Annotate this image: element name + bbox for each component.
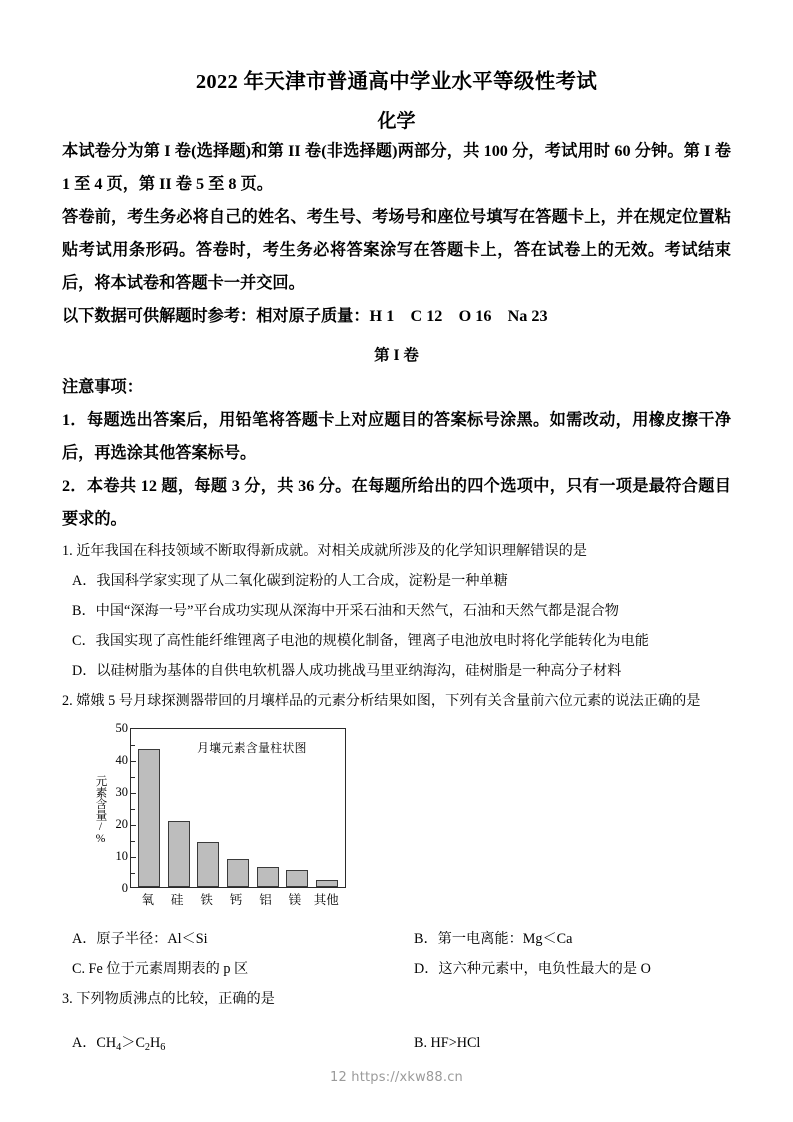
chart-y-tick-20: 20 [115, 817, 128, 832]
section-one-heading: 第 I 卷 [374, 347, 419, 365]
chart-x-label-镁: 镁 [288, 893, 302, 908]
chart-x-label-铁: 铁 [200, 893, 213, 908]
subject-title: 化学 [377, 110, 416, 132]
chart-bars [131, 729, 345, 887]
chart-x-tick-labels [130, 890, 346, 908]
chart-tick-mark [131, 761, 136, 762]
question-1-stem: 1. 近年我国在科技领域不断取得新成就。对相关成就所涉及的化学知识理解错误的是 [62, 543, 587, 560]
note-item-2: 2．本卷共 12 题，每题 3 分，共 36 分。在每题所给出的四个选项中，只有一项是最符合题目要求的。 [62, 477, 731, 529]
reference-data-paragraph: 以下数据可供解题时参考：相对原子质量：H 1 C 12 O 16 Na 23 [62, 307, 548, 326]
chart-x-label-硅: 硅 [170, 893, 184, 908]
question-3-stem: 3. 下列物质沸点的比较，正确的是 [62, 991, 275, 1008]
chart-x-label-铝: 铝 [259, 893, 272, 908]
question-2-options-row-2 [62, 954, 731, 984]
question-2-options-row-1 [62, 924, 731, 954]
chart-minor-tick-mark [131, 809, 135, 810]
question-3-option-b[interactable]: B. HF>HCl [414, 1035, 481, 1052]
question-2-option-c[interactable]: C. Fe 位于元素周期表的 p 区 [72, 961, 249, 978]
lunar-soil-element-bar-chart [90, 722, 390, 920]
question-2-stem: 2. 嫦娥 5 号月球探测器带回的月壤样品的元素分析结果如图，下列有关含量前六位元素的说法正确的是 [62, 693, 701, 710]
chart-bar-钙 [227, 859, 249, 887]
question-2-option-b[interactable]: B．第一电离能：Mg＜Ca [414, 931, 573, 948]
question-1-option-b[interactable]: B．中国“深海一号”平台成功实现从深海中开采石油和天然气，石油和天然气都是混合物 [72, 603, 619, 620]
chart-minor-tick-mark [131, 777, 135, 778]
chart-x-label-氧: 氧 [141, 893, 154, 908]
question-2-option-d[interactable]: D．这六种元素中，电负性最大的是 O [414, 961, 651, 978]
question-3-option-a-formula-mid: ＞C [121, 1035, 145, 1052]
question-1-option-d[interactable]: D．以硅树脂为基体的自供电软机器人成功挑战马里亚纳海沟，硅树脂是一种高分子材料 [72, 663, 622, 680]
chart-tick-mark [131, 825, 136, 826]
chart-x-label-其他: 其他 [313, 893, 339, 908]
paper-structure-paragraph: 本试卷分为第 I 卷(选择题)和第 II 卷(非选择题)两部分，共 100 分，考试用时 60 分钟。第 I 卷 1 至 4 页，第 II 卷 5 至 8 页。 [62, 142, 731, 194]
chart-minor-tick-mark [131, 745, 135, 746]
chart-bar-氧 [138, 749, 160, 887]
question-3-option-a-sub-1: 4 [116, 1042, 122, 1054]
chart-y-tick-10: 10 [115, 849, 128, 864]
chart-tick-mark [131, 793, 136, 794]
chart-y-tick-labels [104, 721, 128, 896]
question-3-options-row-1 [62, 1028, 731, 1063]
chart-y-tick-40: 40 [115, 753, 128, 768]
note-item-1: 1．每题选出答案后，用铅笔将答题卡上对应题目的答案标号涂黑。如需改动，用橡皮擦干净后，再选涂其他答案标号。 [62, 411, 731, 463]
chart-y-tick-30: 30 [115, 785, 128, 800]
chart-y-tick-0: 0 [121, 881, 128, 896]
chart-plot-area [130, 728, 346, 888]
chart-minor-tick-mark [131, 873, 135, 874]
question-1-option-a[interactable]: A．我国科学家实现了从二氧化碳到淀粉的人工合成，淀粉是一种单糖 [72, 573, 508, 590]
notes-heading: 注意事项： [62, 378, 143, 397]
chart-title: 月壤元素含量柱状图 [197, 741, 307, 756]
chart-bar-铁 [197, 842, 219, 887]
question-2-option-a[interactable]: A．原子半径：Al＜Si [72, 931, 208, 948]
chart-bar-其他 [316, 880, 338, 887]
question-3-option-a[interactable] [62, 1028, 402, 1063]
chart-bar-镁 [286, 870, 308, 888]
chart-y-tick-50: 50 [115, 721, 128, 736]
question-1-option-c[interactable]: C．我国实现了高性能纤维锂离子电池的规模化制备，锂离子电池放电时将化学能转化为电能 [72, 633, 649, 650]
question-3-option-a-sub-3: 6 [160, 1042, 166, 1054]
page-footer-watermark: 12 https://xkw88.cn [330, 1070, 463, 1085]
question-3-option-a-sub-2: 2 [144, 1042, 151, 1054]
question-3-option-a-formula-pre: A．CH [72, 1035, 117, 1052]
chart-bar-铝 [257, 867, 279, 887]
chart-tick-mark [131, 857, 136, 858]
chart-minor-tick-mark [131, 841, 135, 842]
question-3-option-a-formula-mid-2: H [150, 1035, 161, 1052]
chart-bar-硅 [168, 821, 190, 888]
before-answering-paragraph: 答卷前，考生务必将自己的姓名、考生号、考场号和座位号填写在答题卡上，并在规定位置粘贴考试用条形码。答卷时，考生务必将答案涂写在答题卡上，答在试卷上的无效。考试结束后，将本试卷和答题卡一并交回。 [62, 208, 731, 293]
page-title: 2022 年天津市普通高中学业水平等级性考试 [195, 71, 598, 93]
chart-x-label-钙: 钙 [229, 893, 243, 908]
chart-y-axis-title: 元素含量/% [94, 775, 107, 846]
